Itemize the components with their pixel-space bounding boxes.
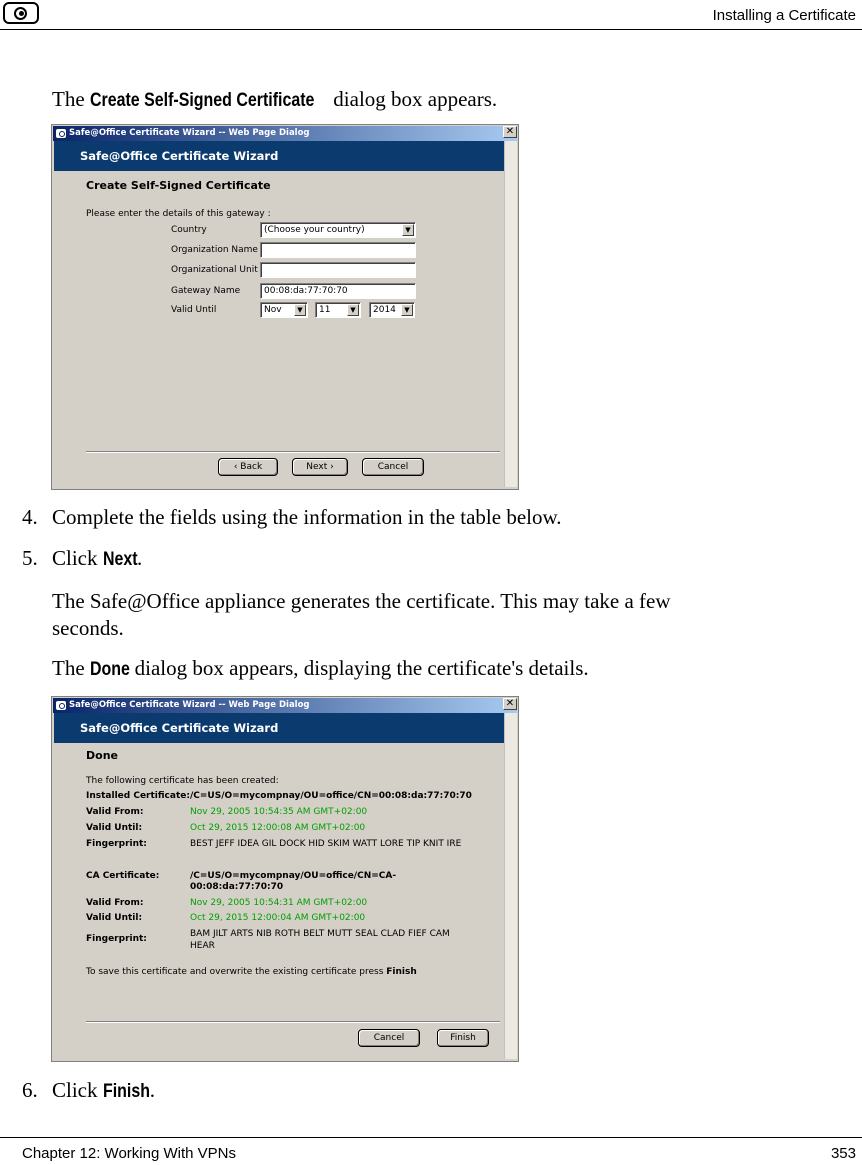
country-select[interactable]: (Choose your country) ▼ bbox=[260, 222, 416, 238]
valid-until-label: Valid Until bbox=[171, 305, 217, 315]
button-separator bbox=[86, 1021, 500, 1023]
installed-certificate-label: Installed Certificate: bbox=[86, 791, 190, 801]
instruction-text: Please enter the details of this gateway : bbox=[86, 209, 271, 219]
ca-certificate-value-line-1: /C=US/O=mycompnay/OU=office/CN=CA- bbox=[190, 871, 397, 881]
valid-until-year-select[interactable]: 2014 ▼ bbox=[369, 302, 415, 318]
cancel-button[interactable]: Cancel bbox=[362, 458, 424, 476]
footer-chapter: Chapter 12: Working With VPNs bbox=[22, 1145, 236, 1162]
result-text-line-1: The Safe@Office appliance generates the certificate. This may take a few bbox=[52, 589, 671, 613]
wizard-banner: Safe@Office Certificate Wizard bbox=[54, 713, 504, 743]
organizational-unit-input[interactable] bbox=[260, 262, 416, 278]
app-icon bbox=[56, 129, 66, 138]
chevron-down-icon[interactable]: ▼ bbox=[294, 304, 306, 316]
step-6-text: Click Finish. bbox=[52, 1077, 155, 1105]
ca-valid-from-label: Valid From: bbox=[86, 898, 144, 908]
wizard-banner: Safe@Office Certificate Wizard bbox=[54, 141, 504, 171]
ca-fingerprint-value-line-2: HEAR bbox=[190, 941, 215, 951]
gateway-name-input[interactable]: 00:08:da:77:70:70 bbox=[260, 283, 416, 299]
vertical-scrollbar[interactable] bbox=[504, 141, 517, 487]
footer-rule bbox=[0, 1137, 862, 1138]
done-dialog bbox=[51, 696, 519, 1062]
installed-certificate-value: /C=US/O=mycompnay/OU=office/CN=00:08:da:77:70:70 bbox=[190, 791, 472, 801]
running-header-title: Installing a Certificate bbox=[712, 7, 856, 24]
close-icon[interactable]: ✕ bbox=[503, 698, 517, 710]
done-intro-text: The Done dialog box appears, displaying the certificate's details. bbox=[52, 655, 589, 683]
footer-page-number: 353 bbox=[830, 1145, 856, 1162]
ca-fingerprint-value-line-1: BAM JILT ARTS NIB ROTH BELT MUTT SEAL CLAD FIEF CAM bbox=[190, 929, 450, 939]
chevron-down-icon[interactable]: ▼ bbox=[402, 224, 414, 236]
ca-valid-until-value: Oct 29, 2015 12:00:04 AM GMT+02:00 bbox=[190, 913, 366, 923]
chevron-down-icon[interactable]: ▼ bbox=[401, 304, 413, 316]
valid-until-day-select[interactable]: 11 ▼ bbox=[315, 302, 361, 318]
valid-from-value: Nov 29, 2005 10:54:35 AM GMT+02:00 bbox=[190, 807, 368, 817]
dialog-content bbox=[54, 141, 504, 487]
fingerprint-label: Fingerprint: bbox=[86, 839, 147, 849]
app-icon bbox=[56, 701, 66, 710]
create-self-signed-certificate-dialog bbox=[51, 124, 519, 490]
valid-until-label: Valid Until: bbox=[86, 823, 143, 833]
organization-name-input[interactable] bbox=[260, 242, 416, 258]
step-4-number: 4. bbox=[22, 505, 38, 529]
dialog-title-bar: Safe@Office Certificate Wizard -- Web Page Dialog bbox=[53, 698, 517, 713]
button-separator bbox=[86, 451, 500, 453]
created-intro-text: The following certificate has been created: bbox=[86, 776, 279, 786]
step-5-bold-term: Next bbox=[102, 549, 138, 570]
ca-certificate-value-line-2: 00:08:da:77:70:70 bbox=[190, 882, 284, 892]
vertical-scrollbar[interactable] bbox=[504, 713, 517, 1059]
step-5-number: 5. bbox=[22, 546, 38, 570]
ca-fingerprint-label: Fingerprint: bbox=[86, 934, 147, 944]
valid-from-label: Valid From: bbox=[86, 807, 144, 817]
step-4-text: Complete the fields using the information in the table below. bbox=[52, 505, 562, 529]
wizard-heading: Create Self-Signed Certificate bbox=[86, 179, 271, 192]
ca-valid-from-value: Nov 29, 2005 10:54:31 AM GMT+02:00 bbox=[190, 898, 368, 908]
valid-until-month-select[interactable]: Nov ▼ bbox=[260, 302, 308, 318]
step-5-text: Click Next. bbox=[52, 545, 142, 573]
save-note: To save this certificate and overwrite the existing certificate press Finish bbox=[86, 967, 417, 977]
valid-until-value: Oct 29, 2015 12:00:08 AM GMT+02:00 bbox=[190, 823, 366, 833]
ca-certificate-label: CA Certificate: bbox=[86, 871, 160, 881]
next-button[interactable]: Next › bbox=[292, 458, 348, 476]
back-button[interactable]: ‹ Back bbox=[218, 458, 278, 476]
done-bold-term: Done bbox=[89, 659, 130, 680]
chevron-down-icon[interactable]: ▼ bbox=[347, 304, 359, 316]
ca-valid-until-label: Valid Until: bbox=[86, 913, 143, 923]
wizard-heading: Done bbox=[86, 749, 118, 762]
result-text-line-2: seconds. bbox=[52, 616, 124, 640]
intro-paragraph: The Create Self-Signed Certificate dialog box appears. bbox=[52, 86, 497, 114]
dialog-title-bar: Safe@Office Certificate Wizard -- Web Page Dialog bbox=[53, 126, 517, 141]
header-rule bbox=[0, 29, 862, 30]
organizational-unit-label: Organizational Unit bbox=[171, 265, 258, 275]
safe-at-office-logo-icon bbox=[3, 2, 39, 24]
step-6-number: 6. bbox=[22, 1078, 38, 1102]
dialog-content bbox=[54, 713, 504, 1059]
close-icon[interactable]: ✕ bbox=[503, 126, 517, 138]
gateway-name-label: Gateway Name bbox=[171, 286, 241, 296]
fingerprint-value: BEST JEFF IDEA GIL DOCK HID SKIM WATT LORE TIP KNIT IRE bbox=[190, 839, 462, 849]
country-label: Country bbox=[171, 225, 207, 235]
step-6-bold-term: Finish bbox=[102, 1081, 150, 1102]
cancel-button[interactable]: Cancel bbox=[358, 1029, 420, 1047]
intro-bold-term: Create Self-Signed Certificate bbox=[89, 90, 315, 111]
finish-button[interactable]: Finish bbox=[437, 1029, 489, 1047]
organization-name-label: Organization Name bbox=[171, 245, 258, 255]
